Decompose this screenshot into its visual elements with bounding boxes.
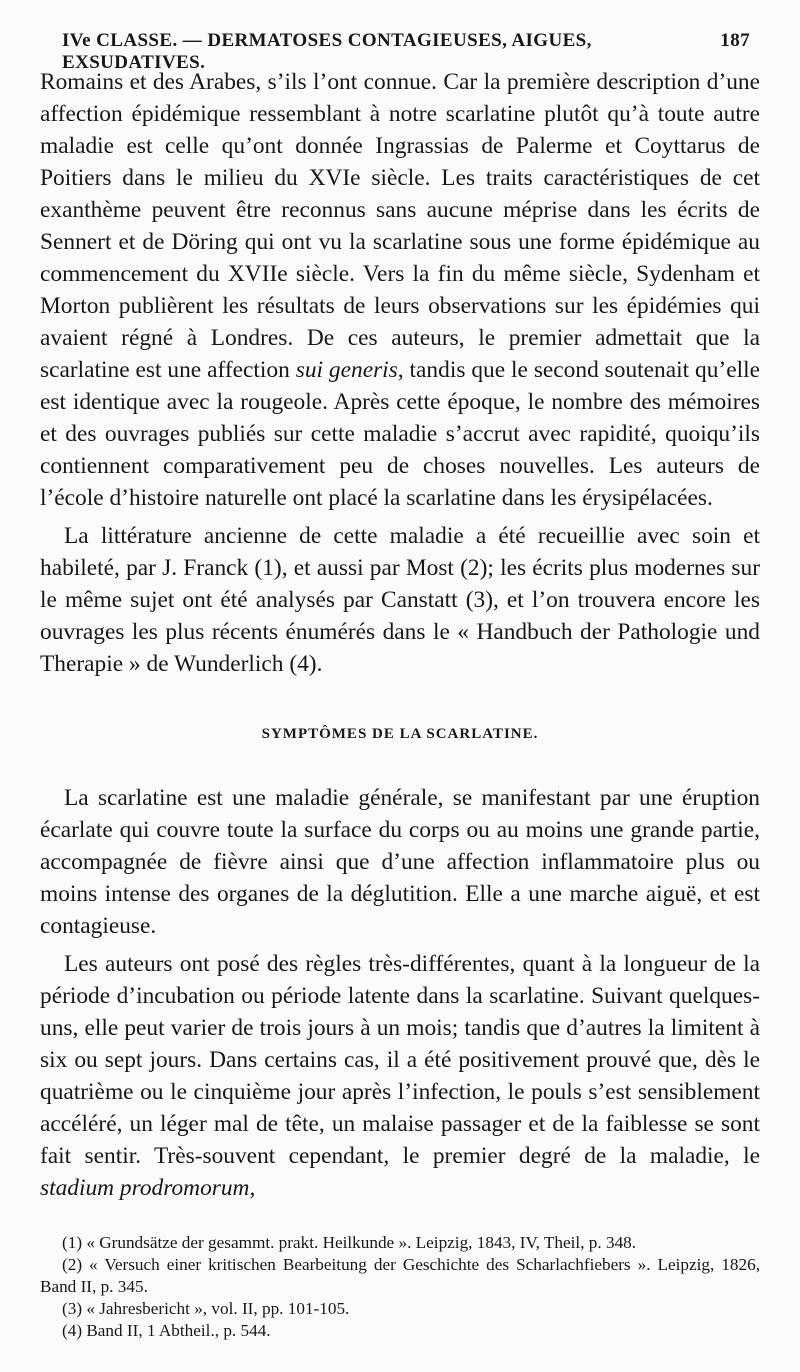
footnote-3: (3) « Jahresbericht », vol. II, pp. 101-105. (62, 1299, 350, 1318)
paragraph-definition (40, 782, 760, 942)
footnote-1: (1) « Grundsätze der gesammt. prakt. Heilkunde ». Leipzig, 1843, IV, Theil, p. 348. (62, 1233, 637, 1252)
italic-phrase: stadium prodromorum (40, 1175, 250, 1201)
footnotes (40, 1232, 760, 1342)
paragraph-text: Les auteurs ont posé des règles très-différentes, quant à la longueur de la période d’incubation ou période latente dans la scarlatine. Suivant quelques-uns, elle peut varier de trois jours à un mois; tandis que d’autres la limitent à six ou sept jours. Dans certains cas, il a été positivement prouvé que, dès le quatrième ou le cinquième jour après l’infection, le pouls s’est sensiblement accéléré, un léger mal de tête, un malaise passager et de la faiblesse se sont fait sentir. Très-souvent cependant, le premier degré de la maladie, le (40, 951, 760, 1169)
running-title: IVe CLASSE. — DERMATOSES CONTAGIEUSES, AIGUES, EXSUDATIVES. (62, 30, 592, 73)
paragraph-incubation (40, 948, 760, 1204)
italic-phrase: sui generis (295, 357, 398, 383)
paragraph-literature (40, 520, 760, 680)
paragraph-text: La littérature ancienne de cette maladie a été recueillie avec soin et habileté, par J. Franck (1), et aussi par Most (2); les écrits plus modernes sur le même sujet ont été analysés par Canstatt (3), et l’on trouvera encore les ouvrages les plus récents énumérés dans le « Handbuch der Pathologie und Therapie » de Wunderlich (4). (40, 523, 760, 677)
paragraph-text: La scarlatine est une maladie générale, se manifestant par une éruption écarlate qui couvre toute la surface du corps ou au moins une grande partie, accompagnée de fièvre ainsi que d’une affection inflammatoire plus ou moins intense des organes de la déglutition. Elle a une marche aiguë, et est contagieuse. (40, 785, 760, 939)
section-heading: SYMPTÔMES DE LA SCARLATINE. (261, 726, 539, 742)
paragraph-text: Romains et des Arabes, s’ils l’ont connue. Car la première description d’une affection épidémique ressemblant à notre scarlatine plutôt qu’à toute autre maladie est celle qu’ont donnée Ingrassias de Palerme et Coyttarus de Poitiers dans le milieu du XVIe siècle. Les traits caractéristiques de cet exanthème peuvent être reconnus sans aucune méprise dans les écrits de Sennert et de Döring qui ont vu la scarlatine sous une forme épidémique au commencement du XVIIe siècle. Vers la fin du même siècle, Sydenham et Morton publièrent les résultats de leurs observations sur les épidémies qui avaient régné à Londres. De ces auteurs, le premier admettait que la scarlatine est une affection (40, 69, 760, 383)
body-text (40, 66, 760, 1204)
paragraph-text-end: , (249, 1175, 256, 1201)
paragraph-text-end: , tandis que le second soutenait qu’elle est identique avec la rougeole. Après cette époque, le nombre des mémoires et des ouvrages publiés sur cette maladie s’accrut avec rapidité, quoiqu’ils contiennent comparativement peu de choses nouvelles. Les auteurs de l’école d’histoire naturelle ont placé la scarlatine dans les érysipélacées. (40, 357, 760, 511)
page-number: 187 (720, 30, 750, 51)
footnote-2: (2) « Versuch einer kritischen Bearbeitung der Geschichte des Scharlachfiebers ». Leipzig, 1826, Band II, p. 345. (40, 1255, 760, 1296)
footnote-4: (4) Band II, 1 Abtheil., p. 544. (62, 1321, 271, 1340)
paragraph-continued (40, 66, 760, 514)
